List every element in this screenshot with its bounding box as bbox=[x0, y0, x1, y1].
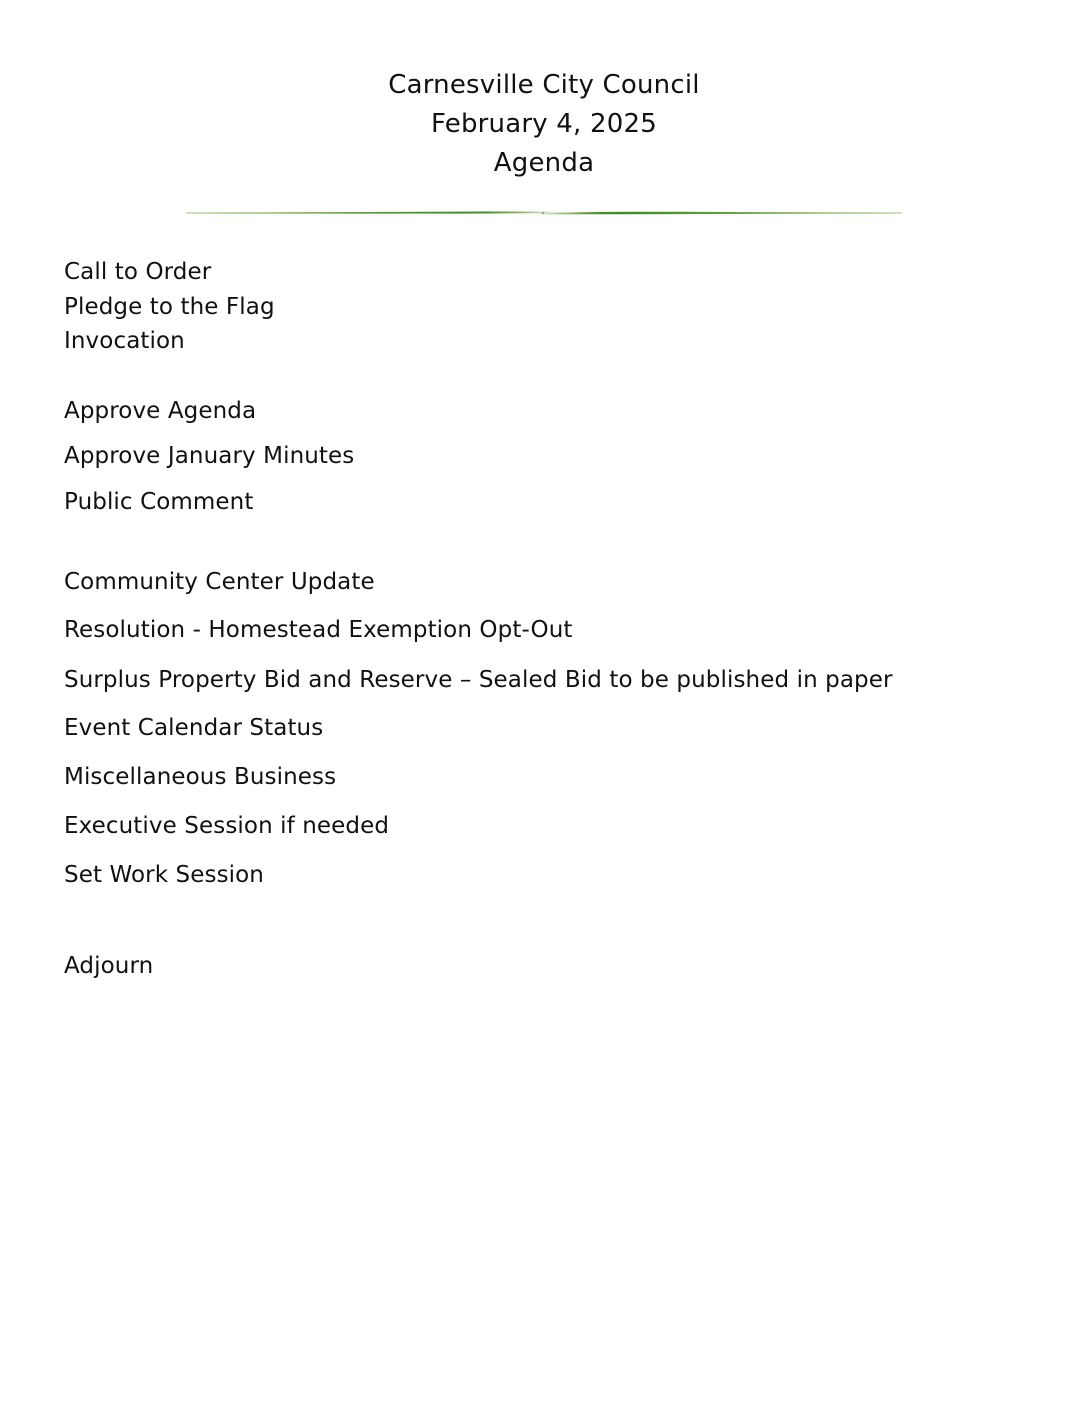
agenda-item-community-center: Community Center Update bbox=[64, 569, 375, 595]
council-title: Carnesville City Council bbox=[388, 70, 700, 100]
agenda-heading: Agenda bbox=[493, 148, 595, 178]
agenda-item-event-calendar: Event Calendar Status bbox=[64, 715, 324, 741]
green-divider-line bbox=[186, 208, 902, 218]
agenda-item-surplus-property: Surplus Property Bid and Reserve – Sealed Bid to be published in paper bbox=[64, 667, 893, 693]
agenda-item-misc-business: Miscellaneous Business bbox=[64, 764, 337, 790]
agenda-item-invocation: Invocation bbox=[64, 328, 185, 354]
document-header bbox=[0, 66, 1088, 183]
agenda-item-approve-minutes: Approve January Minutes bbox=[64, 443, 355, 469]
agenda-item-adjourn: Adjourn bbox=[64, 953, 154, 979]
agenda-item-executive-session: Executive Session if needed bbox=[64, 813, 390, 839]
agenda-item-public-comment: Public Comment bbox=[64, 489, 254, 515]
agenda-item-resolution: Resolution - Homestead Exemption Opt-Out bbox=[64, 617, 573, 643]
meeting-date: February 4, 2025 bbox=[431, 109, 657, 139]
agenda-item-approve-agenda: Approve Agenda bbox=[64, 398, 257, 424]
agenda-item-work-session: Set Work Session bbox=[64, 862, 264, 888]
agenda-item-pledge: Pledge to the Flag bbox=[64, 294, 275, 320]
agenda-item-call-to-order: Call to Order bbox=[64, 259, 212, 285]
